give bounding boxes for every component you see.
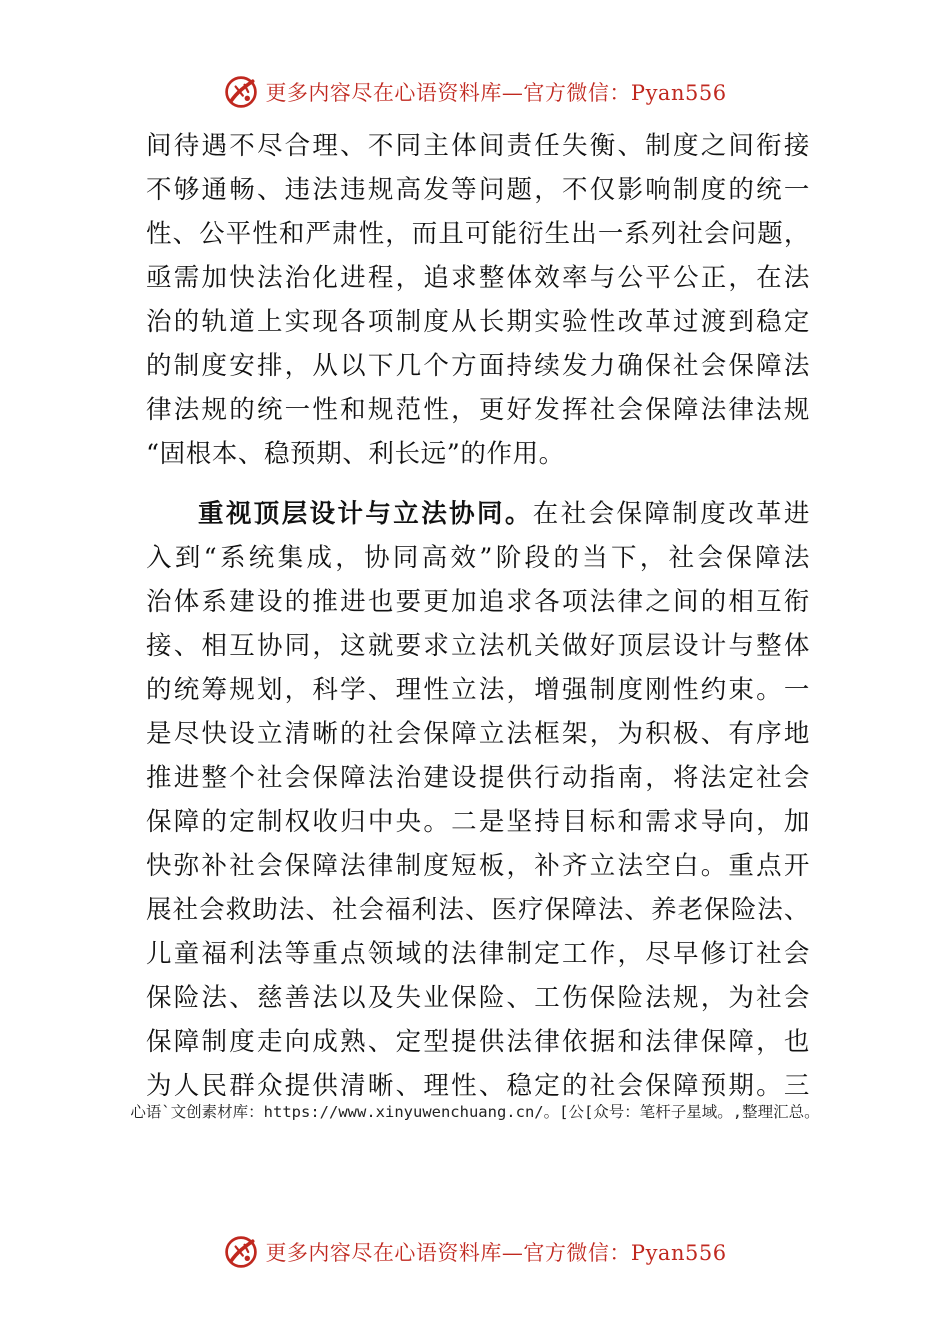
text-line: 的统筹规划，科学、理性立法，增强制度刚性约束。一 <box>146 675 810 705</box>
source-footnote: 心语`文创素材库：https://www.xinyuwenchuang.cn/。[公[众号：笔杆子星域。,整理汇总。 <box>130 1103 820 1121</box>
text-line: 儿童福利法等重点领域的法律制定工作，尽早修订社会 <box>146 939 810 969</box>
header-banner-text: 更多内容尽在心语资料库—官方微信：Pyan556 <box>265 81 727 105</box>
brand-logo-icon <box>223 1234 259 1270</box>
text-line: 推进整个社会保障法治建设提供行动指南，将法定社会 <box>146 763 810 793</box>
text-line: 保障制度走向成熟、定型提供法律依据和法律保障，也 <box>146 1027 810 1057</box>
text-line: 快弥补社会保障法律制度短板，补齐立法空白。重点开 <box>146 851 810 881</box>
text-line: 不够通畅、违法违规高发等问题，不仅影响制度的统一 <box>146 175 810 205</box>
text-line: “固根本、稳预期、利长远”的作用。 <box>146 439 565 469</box>
document-body <box>146 124 810 1108</box>
footer-banner-text: 更多内容尽在心语资料库—官方微信：Pyan556 <box>265 1241 727 1265</box>
paragraph-2-first-line <box>146 492 810 536</box>
text-line: 是尽快设立清晰的社会保障立法框架，为积极、有序地 <box>146 719 810 749</box>
text-line: 间待遇不尽合理、不同主体间责任失衡、制度之间衔接 <box>146 131 810 161</box>
text-line: 律法规的统一性和规范性，更好发挥社会保障法律法规 <box>146 395 810 425</box>
text-line: 治的轨道上实现各项制度从长期实验性改革过渡到稳定 <box>146 307 810 337</box>
paragraph-lead: 重视顶层设计与立法协同。 <box>198 499 533 529</box>
header-banner <box>0 68 950 116</box>
text-line: 展社会救助法、社会福利法、医疗保障法、养老保险法、 <box>146 895 810 925</box>
paragraph-gap <box>146 476 810 492</box>
footer-banner <box>0 1228 950 1276</box>
text-line: 性、公平性和严肃性，而且可能衍生出一系列社会问题， <box>146 219 810 249</box>
text-line: 治体系建设的推进也要更加追求各项法律之间的相互衔 <box>146 587 810 617</box>
paragraph-lead-rest: 在社会保障制度改革进 <box>532 499 810 529</box>
text-line: 为人民群众提供清晰、理性、稳定的社会保障预期。三 <box>146 1071 810 1101</box>
brand-logo-icon <box>223 74 259 110</box>
text-line: 保险法、慈善法以及失业保险、工伤保险法规，为社会 <box>146 983 810 1013</box>
text-line: 保障的定制权收归中央。二是坚持目标和需求导向，加 <box>146 807 810 837</box>
text-line: 的制度安排，从以下几个方面持续发力确保社会保障法 <box>146 351 810 381</box>
text-line: 接、相互协同，这就要求立法机关做好顶层设计与整体 <box>146 631 810 661</box>
text-line: 亟需加快法治化进程，追求整体效率与公平公正，在法 <box>146 263 810 293</box>
text-line: 入到“系统集成，协同高效”阶段的当下，社会保障法 <box>146 543 810 573</box>
